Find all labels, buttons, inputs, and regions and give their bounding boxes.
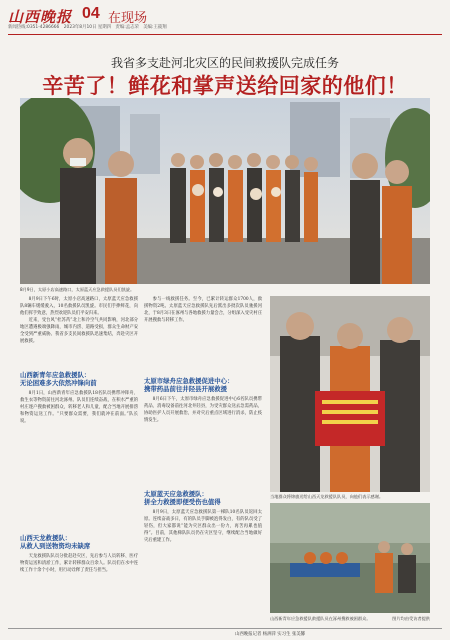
headline-kicker: 我省多支赴河北灾区的民间救援队完成任务 [110,56,339,70]
column-1-lead [20,296,138,368]
page-number: 04 [82,5,100,22]
paragraph: 8月9日，太原蓝天应急救援队第一梯队10名队员返回太原。连续奋战多日，有的队员手脚被泡得发白，有的队员受了轻伤，但大家都说“能为灾区群众出一份力，再苦再累也值得”。目前，其他梯队队员仍在灾区坚守，继续配合当地做好灾后重建工作。 [144,510,262,544]
column-1-mid [20,390,138,530]
footer-divider [8,628,442,629]
section-title: 在现场 [108,11,148,26]
paragraph: 8月9日下午6时，太原小店高速路口，太原蓝天应急救援队8辆车缓缓驶入，10名救援队员凯旋。市民们手捧鲜花，向他们挥手致意，热烈欢迎队员们平安归来。 [20,297,138,317]
column-2-mid [144,396,262,486]
paragraph: 8月6日下午，太原市绿舟应急救援促进中心6名队员携带药品、消毒设备前往河北井陉县，为受灾群众送去急需药品，协助医护人员开展救治，并对灾后重点区域进行消杀，防止疫情发生。 [144,397,262,424]
photo-credit: 图片均由受访者提供 [392,616,430,621]
side-photo-bottom-illustration [270,503,430,613]
side-photo-bottom-caption: 山西新青年应急救援队救援队员在涿州搜救被困群众。 [270,616,371,621]
column-2-bottom [144,509,262,625]
subhead-lvzhou: 太原市绿舟应急救援促进中心： 携带药品前往井陉县开展救援 [144,377,234,393]
subhead-lantian: 太原蓝天应急救援队： 拼全力救援即便受伤也值得 [144,490,221,506]
paragraph: 参与一线救援任务。至今，已累计转运群众1700人，救援物资2吨。太原蓝天应急救援队先后派出多批次队员驰援河北，于8月3日在涿州与各地救援力量会合，分组深入受灾村庄开展搜救与转移工作。 [144,297,262,324]
paragraph: 天龙救援队队员分批赶赴灾区，先后参与人员转移、医疗物资运送和清淤工作，累计转移群众百余人。队员们在水中连续工作十余个小时，用行动诠释了责任与担当。 [20,554,138,574]
column-1-bottom [20,553,138,625]
byline: 山西晚报记者 杨洲萍 实习生 张美馨 [235,632,306,637]
subhead-new-youth: 山西新青年应急救援队： 无论困难多大依然冲锋向前 [20,371,97,387]
masthead-meta: 新闻热线:0351-4286666 2023年8月10日 星期四 责编:孟志荣 美编:王筱翔 [8,25,167,30]
headline-title: 辛苦了！鲜花和掌声送给回家的他们！ [42,74,408,98]
paragraph: 8月1日，山西新青年应急救援队18名队员携带冲锋舟、救生衣等物资前往河北涿州。队员们连续奋战，在积水严重的村庄逐户搜救被困群众，转移老人和儿童，配合当地开展排涝和物资运送工作。“只要群众需要，我们就冲在前面。”队长说。 [20,391,138,425]
main-photo-illustration [20,98,430,284]
masthead [8,4,442,35]
paragraph: 近来，受台风“杜苏芮”北上和冷空气共同影响，河北部分地区遭遇极端强降雨，城市内涝、道路受损，群众生命财产安全受到严重威胁。我省多支民间救援队迅速集结，奔赴灾区开展救援。 [20,318,138,345]
newspaper-logo: 山西晚报 [8,8,73,26]
side-photo-top-caption: 当地群众将锦旗送给山西天龙救援队队员，向他们表示感谢。 [270,494,384,499]
subhead-tianlong: 山西天龙救援队： 从救人到送物资均未缺席 [20,534,91,550]
main-photo [20,98,430,284]
side-photo-bottom [270,503,430,613]
column-2-top [144,296,262,374]
side-photo-top-illustration [270,296,430,492]
main-photo-caption: 8月9日，太原小店高速路口，太原蓝天应急救援队员们凯旋。 [20,287,135,292]
side-photo-top [270,296,430,492]
